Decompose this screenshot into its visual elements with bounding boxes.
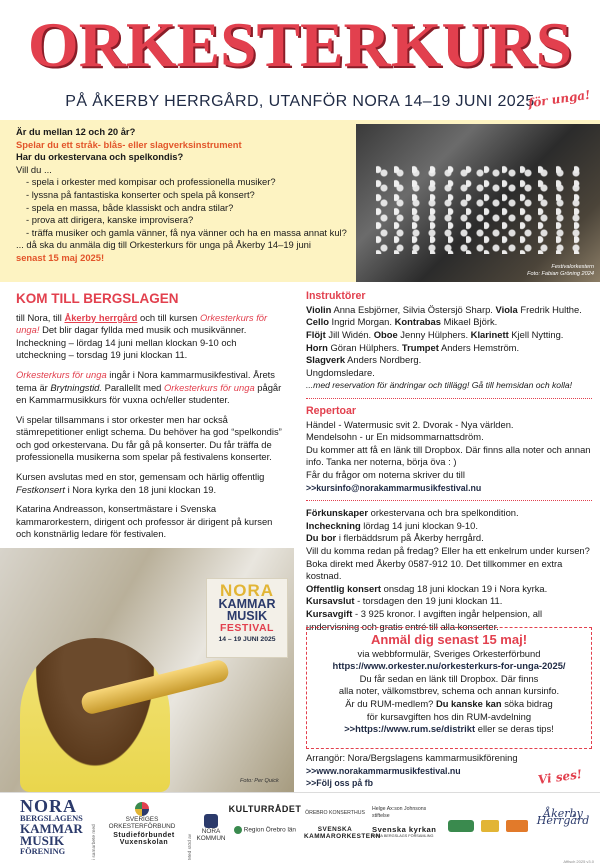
photo-caption [527,264,594,278]
repertoire-line: Händel - Watermusic svit 2. Dvorak - Nya världen. [306,418,514,430]
instructors-line [306,342,592,355]
text: Jenny Hülphers. [397,328,471,340]
info-label: Offentlig konsert [306,582,382,594]
festival-logo-nora: NORA [219,581,275,600]
instructors-line [306,304,592,317]
logo-text: Helge Ax:son Johnsons stiftelse [372,806,427,820]
instrument-label: Trumpet [401,341,439,353]
course-name: Orkesterkurs för unga! [16,311,268,336]
orkesterforbund-logo [100,802,184,831]
festival-logo-dates: 14 – 19 JUNI 2025 [218,636,276,643]
section-heading-repertoar: Repertoar [306,404,357,417]
side-label-collab: i samarbete med [92,824,97,860]
photo-caption-title: Festivalorkestern [551,264,594,270]
region-orebro-icon [234,826,242,834]
text: - torsdagen den 19 juni klockan 11. [354,595,503,607]
svenska-kammarorkestern-logo [304,826,381,841]
info-label: Kursavslut [306,595,355,607]
text: Anna Esbjörner, Silvia Östersjö Sharp. [331,303,496,315]
nora-bergslagens-logo [20,798,90,856]
right-column [306,290,592,633]
studieforbundet-logo [104,832,184,847]
text: i Nora kyrka den 18 juni klockan 19. [64,483,217,495]
photo-credit: Foto: Fabian Gröning 2024 [527,271,594,277]
logo-text: Studieförbundet Vuxenskolan [113,832,175,847]
info-label: Du bor [306,532,337,544]
logo-text: NORA BERGSLAGS FÖRSAMLING [372,834,434,839]
left-column [16,290,288,573]
info-label: Incheckning [306,519,361,531]
instructors-line [306,316,592,329]
intro-list [16,176,356,239]
logo-text: KAMMAR [20,821,83,836]
rum-link[interactable]: >>https://www.rum.se/distrikt [344,723,476,735]
logo-text: BERGSLAGENS [20,814,83,823]
list-item: - spela i orkester med kompisar och professionella musiker? [26,176,276,188]
svenska-kyrkan-logo [372,826,440,841]
text: Ingrid Morgan. [328,316,395,328]
kulturradet-logo [228,806,302,813]
text: eller se deras tips! [475,723,554,735]
text: lördag 14 juni klockan 9-10. [360,519,478,531]
text: pågår en Kammarmusikkurs för vuxna och/eller studenter. [16,381,282,406]
partner-icon [506,820,528,832]
info-label: Förkunskaper [306,507,368,519]
rum-logo [446,820,476,832]
text: Kjell Nytting. [508,328,564,340]
nora-kommun-icon [204,814,218,828]
info-line [306,507,592,520]
repertoire-dropbox: Du kommer att få en länk till Dropbox. Där finns alla noter och annan info. Tanka ner noterna, börja öva : ) [306,443,591,468]
divider [306,500,592,501]
page-title: ORKESTERKURS [27,9,573,80]
section-heading-bergslagen: KOM TILL BERGSLAGEN [16,291,179,306]
repertoire-block [306,419,592,495]
akerby-link[interactable]: Åkerby herrgård [64,311,138,323]
logo-text: NORA [20,796,77,816]
text: Är du RUM-medlem? [345,697,436,709]
logo-text: Svenska kyrkan [372,825,437,834]
tagline: för unga! [527,87,592,111]
intro-question-age: Är du mellan 12 och 20 år? [16,126,136,137]
festival-logo-musik: MUSIK [226,609,268,623]
instrument-label: Kontrabas [394,316,441,328]
text: orkestervana och bra spelkondition. [368,507,519,519]
side-label-support: Med stöd av [188,833,193,860]
nora-kommun-logo [196,814,226,843]
section-heading-instruktorer: Instruktörer [306,290,366,302]
repertoire-line: Mendelsohn - ur En midsommarnattsdröm. [306,431,484,443]
intro-deadline: senast 15 maj 2025! [16,251,105,263]
intro-section [16,126,356,265]
registration-box [306,627,592,749]
text: och till kursen [137,311,200,323]
text: Fredrik Hulthe. [517,303,582,315]
logo-text: MUSIK [20,833,65,848]
instrument-label: Horn [306,341,328,353]
signoff: Vi ses! [537,766,583,788]
registration-line: via webbformulär, Sveriges Orkesterförbund [357,647,541,659]
registration-rum [313,698,585,711]
instructors-line [306,329,592,342]
info-extra: Vill du komma redan på fredag? Eller ha ett enkelrum under kursen? Boka direkt med Åkerby 0587-912 10. Det tillkommer en extra kostnad. [306,545,590,582]
paragraph-festival [16,369,288,407]
instrument-label: Slagverk [306,354,346,366]
organizer-line: Arrangör: Nora/Bergslagens kammarmusikförening [306,752,518,763]
partner-logo-yellow [480,820,500,832]
registration-line: Du får sedan en länk till Dropbox. Där finns [359,672,539,684]
registration-rum-link-line [313,723,585,736]
list-item: - spela en massa, både klassiskt och andra stilar? [26,201,234,213]
practical-info [306,507,592,633]
text: till Nora, till [16,311,65,323]
text: Anders Hemström. [438,341,520,353]
instrument-label: Cello [306,316,329,328]
text: Du kanske kan [435,697,502,709]
intro-question-experience: Har du orkestervana och spelkondis? [16,151,184,163]
text: Mikael Björk. [440,316,498,328]
info-label: Kursavgift [306,608,353,619]
text: onsdag 18 juni klockan 19 i Nora kyrka. [381,582,548,594]
info-line [306,532,592,545]
page-subtitle: PÅ ÅKERBY HERRGÅRD, UTANFÖR NORA 14–19 JUNI 2025 [65,93,535,110]
info-line [306,583,592,596]
text: Jill Widén. [325,328,374,340]
orchestra-crowd [376,164,586,254]
registration-line: för kursavgiften hos din RUM-avdelning [366,710,532,722]
info-line [306,595,592,608]
logo-text: Åkerby Herrgård [536,807,590,828]
text: - 3 925 kronor. I avgiften ingår helpension, all undervisning och gratis entré till alla konserter. [306,608,543,632]
orchestra-photo [356,124,600,282]
festival-logo-kammar: KAMMAR [218,597,276,611]
theme-name: Brytningstid. [50,381,102,393]
list-item: - träffa musiker och gamla vänner, få nya vänner och ha en massa annat kul? [26,226,347,238]
logo-text: SVENSKA KAMMARORKESTERN [304,826,381,841]
logo-text: SVERIGES ORKESTERFÖRBUND [108,816,176,831]
intro-closing: ... då ska du anmäla dig till Orkesterkurs för unga på Åkerby 14–19 juni [16,239,311,251]
list-item: - prova att dirigera, kanske improvisera? [26,214,194,226]
list-item: - lyssna på fantastiska konserter och spela på konsert? [26,188,255,200]
festival-logo [206,578,288,658]
paragraph-concert [16,471,288,496]
paragraph-rehearsals: Vi spelar tillsammans i stor orkester men har också stämrepetitioner enligt schema. Du behöver ha god “spelkondis” och god orkestervana. Du får gå på konserter. Du får träffa de professionella musikerna som spelar på festivalens konserter. [16,413,282,463]
print-note: Affisch 2025 v3.0 [563,858,594,864]
text: ingår i Nora kammarmusikfestival. Årets tema är [16,368,275,393]
text: Anders Nordberg. [345,354,422,366]
text: Kursen avslutas med en stor, gemensam och härlig offentlig [16,471,265,483]
registration-heading: Anmäl dig senast 15 maj! [370,632,528,647]
divider [306,398,592,399]
orebro-konserthus-logo [304,810,366,817]
logo-text: NORA KOMMUN [196,828,226,843]
text: Parallellt med [101,381,164,393]
festival-logo-festival: FESTIVAL [220,622,274,634]
logo-text: Region Örebro län [243,826,296,834]
info-line [306,520,592,533]
rum-icon [448,820,474,832]
instrument-label: Klarinett [470,328,509,340]
text: Göran Hülphers. [327,341,402,353]
concert-name: Festkonsert [16,483,65,495]
registration-line: alla noter, välkomstbrev, schema och annan kursinfo. [338,685,560,697]
intro-question-instrument: Spelar du ett stråk- blås- eller slagverksinstrument [16,138,242,150]
partner-logo-orange [504,820,530,832]
logo-text: KULTURRÅDET [228,804,302,814]
logo-text: FÖRENING [20,847,66,856]
partner-icon [481,820,499,832]
kursinfo-email-link[interactable]: >>kursinfo@norakammarmusikfestival.nu [306,482,482,493]
text: i flerbäddsrum på Åkerby herrgård. [336,532,484,544]
region-orebro-logo [228,826,302,834]
instructors-note: ...med reservation för ändringar och tillägg! Gå till hemsidan och kolla! [306,380,573,391]
text: Det blir dagar fyllda med musik och musikvänner. Incheckning – lördag 14 juni mellan klockan 9-10 och utcheckning – torsdag 19 juni klockan 11. [16,324,247,361]
instrument-label: Oboe [373,328,398,340]
course-name: Orkesterkurs för unga [164,381,255,393]
repertoire-questions: Får du frågor om noterna skriver du till [306,469,465,481]
facebook-link[interactable]: >>Följ oss på fb [306,778,373,789]
photo-credit: Foto: Per Quick [240,778,279,784]
logo-text: ÖREBRO KONSERTHUS [305,810,365,816]
festival-website-link[interactable]: >>www.norakammarmusikfestival.nu [306,765,461,776]
course-name: Orkesterkurs för unga [16,368,107,380]
instructors-line: Ungdomsledare. [306,366,375,378]
trumpet-player [20,638,170,792]
orkesterforbund-icon [135,802,149,816]
instrument-label: Viola [495,303,518,315]
registration-url-link[interactable]: https://www.orkester.nu/orkesterkurs-for-unga-2025/ [332,660,566,672]
instrument-label: Flöjt [306,328,326,340]
paragraph-intro [16,312,288,362]
paragraph-conductor: Katarina Andreasson, konsertmästare i Svenska kammarorkestern, dirigent och professor är dirigent på kursen och konstnärlig ledare för festivalen. [16,503,273,540]
instrument-label: Violin [306,303,332,315]
intro-lead: Vill du ... [16,163,52,175]
instructors-line [306,354,592,367]
akerby-herrgard-logo [532,807,594,828]
text: söka bidrag [501,697,553,709]
helge-axson-logo [372,806,430,821]
instructors-list [306,304,592,392]
